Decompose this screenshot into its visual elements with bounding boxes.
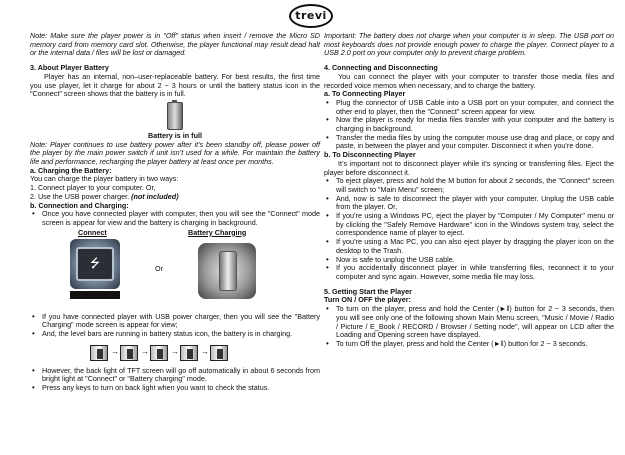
arrow-right-icon: → xyxy=(201,347,209,357)
disconnecting-heading: b. To Disconnecting Player xyxy=(324,150,416,160)
list-item: • And, now is safe to disconnect the player with your computer. Unplug the USB cable from the player. Or, xyxy=(336,195,614,212)
connecting-heading: a. To Connecting Player xyxy=(324,89,406,99)
battery-level-icon xyxy=(150,345,168,361)
note-sd-card: Note: Make sure the player power is in "Off" status when insert / remove the Micro SD memory card from memory card slot. Otherwise, the player functional may result dead halt or the internal data / files will be lost or damaged. xyxy=(30,31,320,58)
left-column xyxy=(30,32,320,393)
list-item: • To turn on the player, press and hold the Center (►‖) button for 2 ~ 3 seconds, then you will see only one of the following shown Main Menu screen, "Music / Movie / Radio / Picture / E_Book / RECORD / Browser / Setting node", will appear on LCD after the Loading and Opening screen have displayed. xyxy=(336,305,614,340)
charging-list xyxy=(30,313,320,339)
list-item: • Transfer the media files by using the computer mouse use drag and place, or copy and paste, in between the player and your computer. Disconnect it when you’re done. xyxy=(336,134,614,151)
arrow-right-icon: → xyxy=(171,347,179,357)
arrow-right-icon: → xyxy=(141,347,149,357)
list-item: • If you’re using a Mac PC, you can also eject player by dragging the player icon on the desktop to the Trash. xyxy=(336,238,614,255)
connect-screen-image xyxy=(70,239,120,289)
charging-heading: a. Charging the Battery: xyxy=(30,165,112,175)
charging-screen-label: Battery Charging xyxy=(188,227,247,237)
not-included-note: (not included) xyxy=(131,191,179,201)
important-note: Important: The battery does not charge when your computer is in sleep. The USB port on most keyboards does not provide enough power to charge the player. Connect player to a USB 2.0 port on your computer only to prevent charge problem. xyxy=(324,31,614,58)
section-4-text: You can connect the player with your computer to transfer those media files and recorded voice memos when necessary, and to charge the battery. xyxy=(324,71,614,90)
connecting-list xyxy=(324,99,614,151)
arrow-right-icon: → xyxy=(111,347,119,357)
list-item: • And, the level bars are running in battery status icon, the battery is in charging. xyxy=(42,330,320,339)
charging-way-1: 1. Connect player to your computer. Or, xyxy=(30,183,156,193)
note-battery: Note: Player continues to use battery power after it’s been standby off, please power off the player by the main power switch if unit isn’t used for a while. For maintain the battery life and performance, recharging the player battery at least once per months. xyxy=(30,139,320,167)
connection-heading: b. Connection and Charging: xyxy=(30,200,129,210)
disconnecting-text: It’s important not to disconnect player while it’s syncing or transferring files. Eject the player before disconnect it. xyxy=(324,158,614,177)
section-5-heading: 5. Getting Start the Player xyxy=(324,286,412,296)
connect-screen-label: Connect xyxy=(78,227,107,237)
list-item: • To eject player, press and hold the M button for about 2 seconds, the "Connect" screen will switch to "Main Menu" screen; xyxy=(336,177,614,194)
battery-charging-image xyxy=(198,243,256,299)
list-item: • To turn Off the player, press and hold the Center (►‖) button for 2 ~ 3 seconds. xyxy=(336,340,614,349)
connection-list xyxy=(30,210,320,227)
screens-illustration xyxy=(30,229,320,309)
battery-level-icon xyxy=(180,345,198,361)
trevi-logo: trevi xyxy=(289,4,333,28)
power-list xyxy=(324,305,614,349)
battery-level-bars xyxy=(90,343,320,363)
list-item: • Press any keys to turn on back light when you want to check the status. xyxy=(42,384,320,393)
list-item: • If you’re using a Windows PC, eject the player by "Computer / My Computer" menu or by clicking the "Safely Remove Hardware" icon in the Windows system tray, select the correspondence name of player to eject. xyxy=(336,212,614,238)
backlight-list xyxy=(30,367,320,393)
turn-on-off-heading: Turn ON / OFF the player: xyxy=(324,295,411,305)
section-4-heading: 4. Connecting and Disconnecting xyxy=(324,63,438,73)
battery-level-icon xyxy=(90,345,108,361)
battery-level-icon xyxy=(120,345,138,361)
battery-full-caption: Battery is in full xyxy=(148,130,202,140)
list-item: • However, the back light of TFT screen will go off automatically in about 6 seconds from bright light at "Connect" or "Battery charging" mode. xyxy=(42,367,320,384)
charging-way-2-text: 2. Use the USB power charger. xyxy=(30,191,132,201)
list-item: • Plug the connector of USB Cable into a USB port on your computer, and connect the other end to player, then the "Connect" screen appear for view. xyxy=(336,99,614,116)
or-label: Or xyxy=(155,263,163,273)
list-item: • Now is safe to unplug the USB cable. xyxy=(336,256,614,265)
section-3-text: Player has an internal, non–user-replaceable battery. For best results, the first time you use player, let it charge for about 2 ~ 3 hours or until the battery status icon in the "Connect" screen shows that the battery is in full. xyxy=(30,71,320,99)
usb-icon: ⭍ xyxy=(76,247,114,281)
right-column xyxy=(324,32,614,349)
battery-level-icon xyxy=(210,345,228,361)
list-item: • If you have connected player with USB power charger, then you will see the "Battery Charging" mode screen is appear for view; xyxy=(42,313,320,330)
charging-text: You can charge the player battery in two ways: xyxy=(30,174,179,184)
list-item: • If you accidentally disconnect player in while transferring files, reconnect it to your computer and sync again. However, some media file may loss. xyxy=(336,264,614,281)
list-item: • Once you have connected player with computer, then you will see the "Connect" mode screen is appear for view and the battery is charging in background. xyxy=(42,210,320,227)
battery-full-icon xyxy=(167,102,183,130)
disconnecting-list xyxy=(324,177,614,281)
list-item: • Now the player is ready for media files transfer with your computer and the battery is charging in background. xyxy=(336,116,614,133)
section-3-heading: 3. About Player Battery xyxy=(30,63,109,73)
connect-screen-bar xyxy=(70,291,120,299)
